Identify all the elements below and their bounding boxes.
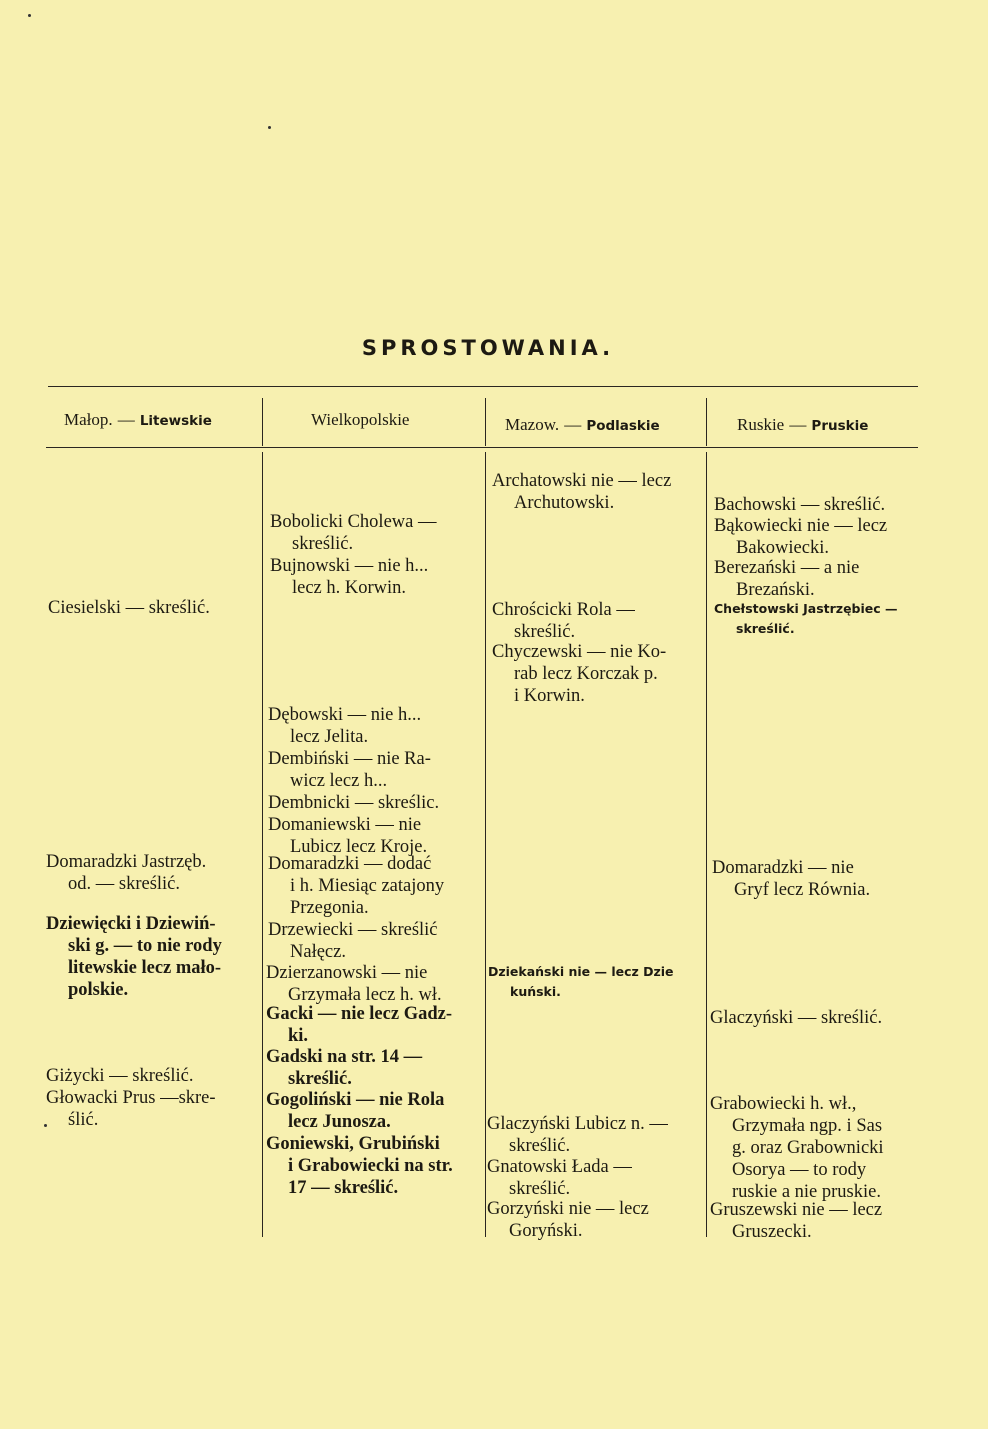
list-item: Domaradzki Jastrzęb. od. — skreślić. (46, 852, 207, 894)
list-item: Gadski na str. 14 — skreślić. (266, 1047, 423, 1089)
list-item: Giżycki — skreślić. Głowacki Prus —skre- ślić. (46, 1066, 216, 1130)
list-item: Dembnicki — skreślic. (268, 793, 440, 813)
list-item: Dzierzanowski — nie Grzymała lecz h. wł. (266, 963, 442, 1005)
list-item: Glaczyński Lubicz n. — skreślić. (487, 1114, 668, 1156)
paper-speck (28, 14, 31, 17)
paper-speck (44, 1124, 47, 1127)
list-item: Gnatowski Łada — skreślić. (487, 1157, 632, 1199)
column-divider (262, 452, 263, 1237)
list-item: Domaniewski — nie Lubicz lecz Kroje. (268, 815, 428, 857)
column-divider (706, 398, 707, 446)
list-item: Drzewiecki — skreślić Nałęcz. (268, 920, 438, 962)
list-item: Ciesielski — skreślić. (48, 598, 210, 618)
paper-speck (268, 126, 271, 129)
list-item: Gacki — nie lecz Gadz- ki. (266, 1004, 452, 1046)
list-item: Gorzyński nie — lecz Goryński. (487, 1199, 649, 1241)
list-item: Chrościcki Rola — skreślić. (492, 600, 635, 642)
list-item: Domaradzki — dodać i h. Miesiąc zatajony Przegonia. (268, 854, 445, 918)
column-header-ruskie: Ruskie — Pruskie (737, 415, 869, 434)
column-divider (706, 452, 707, 1237)
column-divider (485, 398, 486, 446)
list-item: Dziewięcki i Dziewiń- ski g. — to nie rody litewskie lecz mało- polskie. (46, 914, 222, 1000)
list-item: Bobolicki Cholewa — skreślić. (270, 512, 437, 554)
list-item: Chyczewski — nie Ko- rab lecz Korczak p. i Korwin. (492, 642, 667, 706)
list-item: Bachowski — skreślić. (714, 495, 886, 515)
list-item: Glaczyński — skreślić. (710, 1008, 883, 1028)
column-header-malop: Małop. — Litewskie (64, 410, 212, 429)
column-divider (262, 398, 263, 446)
list-item: Archatowski nie — lecz Archutowski. (492, 471, 672, 513)
list-item: Gruszewski nie — lecz Gruszecki. (710, 1200, 883, 1242)
list-item: Chełstowski Jastrzębiec — skreślić. (714, 601, 898, 636)
list-item: Berezański — a nie Brezański. (714, 558, 860, 600)
list-item: Bujnowski — nie h... lecz h. Korwin. (270, 556, 429, 598)
list-item: Goniewski, Grubiński i Grabowiecki na str. 17 — skreślić. (266, 1134, 453, 1198)
list-item: Grabowiecki h. wł., Grzymała ngp. i Sas g. oraz Grabownicki Osorya — to rody ruskie a nie pruskie. (710, 1094, 884, 1202)
list-item: Dziekański nie — lecz Dzie kuński. (488, 964, 674, 999)
list-item: Dębowski — nie h... lecz Jelita. (268, 705, 422, 747)
list-item: Gogoliński — nie Rola lecz Junosza. (266, 1090, 445, 1132)
header-bottom-rule (46, 447, 918, 448)
list-item: Domaradzki — nie Gryf lecz Równia. (712, 858, 871, 900)
list-item: Dembiński — nie Ra- wicz lecz h... (268, 749, 431, 791)
column-header-wielkopolskie: Wielkopolskie (311, 410, 410, 429)
column-divider (485, 452, 486, 1237)
column-header-mazow: Mazow. — Podlaskie (505, 415, 660, 434)
page-title: SPROSTOWANIA. (361, 336, 615, 360)
table-top-rule (48, 386, 918, 387)
list-item: Bąkowiecki nie — lecz Bakowiecki. (714, 516, 888, 558)
